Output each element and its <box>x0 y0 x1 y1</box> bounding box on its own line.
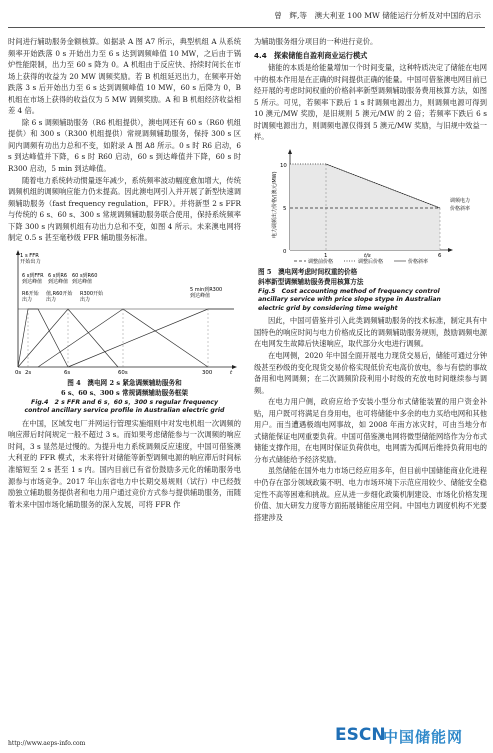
left-para-2: 除 6 s 调频辅助服务（R6 机组提供），澳电网还有 60 s（R60 机组提供）和 300 s（R300 机组提供）常规调频辅助服务，保持 300 s 区间内调频有功出力总和不变，如附录 A 图 A8 所示。0 s 时 R6 启动，6 s 到达峰值并下降，6 s 时 R60 启动，60 s 到达峰值并下降，60 s 时 R300 启动，5 min 到达峰值。 <box>8 117 241 174</box>
fig5-caption-cn: 图 5 澳电网考虑时间权重的价格 斜率新型调频辅助服务费用核算方法 <box>258 268 364 286</box>
left-para-3: 随着电力系统转动惯量逐年减少，系统频率波动幅度愈加增大，传统调频机组的调频响应能力仍未提高。因此澳电网引入并开展了新型快速调频辅助服务（fast frequency regulation，FFR）。并将新型 2 s FFR 与传统的 6 s、60 s、300 s 常规调频辅助服务联合使用，保持系统频率下降 300 s 内调频机组有功出力总和不变，如图 4 所示。未来澳电网将制定 0.5 s 甚至毫秒级 FFR 辅助服务标准。 <box>8 175 241 243</box>
fig5-y-tick-0: 0 <box>283 248 287 255</box>
fig5-legend-3: 价格斜率 <box>408 258 429 264</box>
section-heading-4-4: 4.4 探索储能自盈利商业运行模式 <box>254 50 368 60</box>
fig5-x-arrow <box>448 248 453 252</box>
fig5-y-tick-10: 10 <box>280 162 287 169</box>
logo-cn-text: 中国储能网 <box>383 728 464 746</box>
page-header <box>0 0 493 34</box>
figure-4 <box>8 247 241 416</box>
right-para-5: 在电力用户侧，政府应给予安装小型分布式储能装置的用户资金补贴，用户既可将满足自身用电，也可将储能中多余的电力买给电网和其他用户。而当遭遇极端电网事故，如 2008 年南方冰灾时，可由当地分布式储能保证电网重要负荷。中国可借鉴澳电网将微型储能网络作为分布式储能支撑作用，在电网时保证负荷供电，电网需为孤网后维持负荷用电的分布式储能给予经济奖励。 <box>254 397 487 464</box>
fig4-label-r6-peak: 6 s到R6 到达峰值 <box>48 272 69 285</box>
right-para-4: 在电网侧，2020 年中国全面开展电力现货交易后，储能可通过分钟级甚至秒级的变化现货交易价格实现低价充电高价放电，参与有偿的事故备用和电网调频；在二次调频阶段利用小时级的充放电时间继续参与调频。 <box>254 351 487 395</box>
right-para-2: 储能的本质是给能量增加一个时间变量，这种特质决定了储能在电网中的根本作用是在正确的时间提供正确的能量。中国可借鉴澳电网目前已经开展的考虑时间权重的价格斜率新型调频辅助服务费用核算方法，如图 5 所示。可见，若频率下跌后 1 s 时调频电源出力，则调频电源可得到 10 澳元/MW 奖励，是旧规则 5 澳元/MW 的 2 倍；若频率下跌后 6 s 时调频电源出力，则调频电源仅得到 5 澳元/MW 奖励，与旧规中效益一样。 <box>254 63 487 142</box>
right-para-6: 虽然储能在国外电力市场已经应用多年，但目前中国储能商业化进程中仍存在部分领域政策不明、电力市场环境下示范应用较少、储能安全稳定性不高等困难和挑战。应从进一步细化政策机制建设、市场化价格发现价值、加大研发力度等方面拓展储能应用空间。中国电力调度机构不光要搭建涉及 <box>254 466 487 522</box>
header-rule <box>8 27 485 28</box>
fig5-right-label-1: 调频电力 <box>450 197 471 204</box>
right-column <box>254 36 487 523</box>
fig5-x-tick-6: 6 <box>438 252 442 259</box>
fig5-x-unit: t/s <box>364 252 371 259</box>
fig4-tick-6s: 6s <box>64 369 71 375</box>
fig4-label-r60-start: 值,R60开始出力 <box>46 290 73 303</box>
right-para-1: 为辅助服务细分项目的一种进行竞价。 <box>254 37 378 46</box>
logo-escn-text: ESCN <box>335 725 386 745</box>
fig4-tick-2s: 2s <box>25 369 32 375</box>
fig4-label-r60-peak: 60 s到R60 到达峰值 <box>72 272 98 285</box>
right-para-3: 因此，中国可借鉴并引入此类调频辅助服务的技术标准，制定具有中国特色的响应时间与电力价格成反比的调频辅助服务规则，鼓励调频电源在电网发生故障后快速响应，取代部分火电进行调频。 <box>254 316 487 349</box>
left-column <box>8 36 241 510</box>
fig4-label-r300-start: R300开始出力 <box>80 290 104 303</box>
fig4-label-ffr-end: 6 s到FFR 到达峰值 <box>22 272 44 285</box>
escn-logo <box>335 725 485 747</box>
fig4-label-y: 1 s FFR 开始出力 <box>20 252 41 265</box>
fig5-fill-area <box>290 164 440 250</box>
fig4-tick-0s: 0s <box>15 369 22 375</box>
page-url: http://www.aeps-info.com <box>8 740 86 747</box>
figure-5-chart <box>254 146 487 264</box>
fig5-y-arrow <box>288 149 292 154</box>
fig5-x-tick-1: 1 <box>324 252 328 259</box>
fig5-right-label-2: 价格斜率 <box>450 205 471 212</box>
figure-5 <box>254 146 487 313</box>
fig4-label-r300-peak: 5 min到R300 到达峰值 <box>190 286 223 299</box>
left-para-4: 在中国，区域发电厂并网运行管理实施细则中对发电机组一次调频的响应滞后时间规定一般不超过 3 s。而如果考虑储能参与一次调频的响应时间，3 s 显然是过慢的。为提升电力系统调频反应速度，中国可借鉴澳大利亚的 FFR 模式，未来将针对储能等新型调频电源的响应滞后时间标准缩短至 2 s 甚至 1 s 内。国内目前已有省份鼓励多元化的辅助服务电源参与市场竞争。2017 年山东省电力中长期交易规则（试行）中已经鼓励独立辅助服务提供者和电力用户通过竞价方式参与提供辅助服务，而随着未来中国市场化辅助服务的深入发展，可将 FFR 作 <box>8 418 241 509</box>
fig5-y-tick-5: 5 <box>283 205 287 212</box>
fig5-caption-en: Fig.5 Cost accounting method of frequency control ancillary service with price slope stype in Australian electric grid by considering time weight <box>258 287 441 312</box>
fig4-tick-300: 300 <box>202 369 213 375</box>
fig5-legend-1: 调整前价格 <box>308 258 334 264</box>
fig5-y-label: 电力调频出力价格/(澳元/MW) <box>272 171 278 238</box>
figure-4-diagram <box>8 247 241 375</box>
fig4-label-r6-start: R6开始出力 <box>22 290 39 303</box>
fig4-tick-60s: 60s <box>118 369 128 375</box>
fig4-caption-en: Fig.4 2 s FFR and 6 s，60 s，300 s regular frequency control ancillary service profile in Australian electric grid <box>24 398 225 415</box>
running-title: 曾 辉,等 澳大利亚 100 MW 储能运行分析及对中国的启示 <box>274 11 481 20</box>
fig4-x-arrow <box>232 365 237 369</box>
fig4-tick-t: t <box>230 369 233 375</box>
fig4-caption-cn: 图 4 澳电网 2 s 紧急调频辅助服务和 6 s、60 s、300 s 常规调频辅助服务框架 <box>61 379 188 397</box>
left-para-1: 时间进行辅助服务金额核算。如据录 A 图 A7 所示，典型机组 A 从系统频率开始跌落 0 s 开始出力至 6 s 达到调频峰值 10 MW，之后由于锅炉性能限制，出力至 60 s 降为 0。A 机组由于反应快、持续时间长在市场上获得的收益为 20 MW 调频奖励。若 B 机组延迟出力，在频率开始跌落 3 s 后开始出力至 6 s 达到调频峰值 10 MW，60 s 后降为 0，B 机组在市场上获得的收益仅为 5 MW 调频奖励。A 和 B 机组经济收益相差 4 倍。 <box>8 37 241 116</box>
fig5-legend-2: 调整后价格 <box>358 258 384 264</box>
